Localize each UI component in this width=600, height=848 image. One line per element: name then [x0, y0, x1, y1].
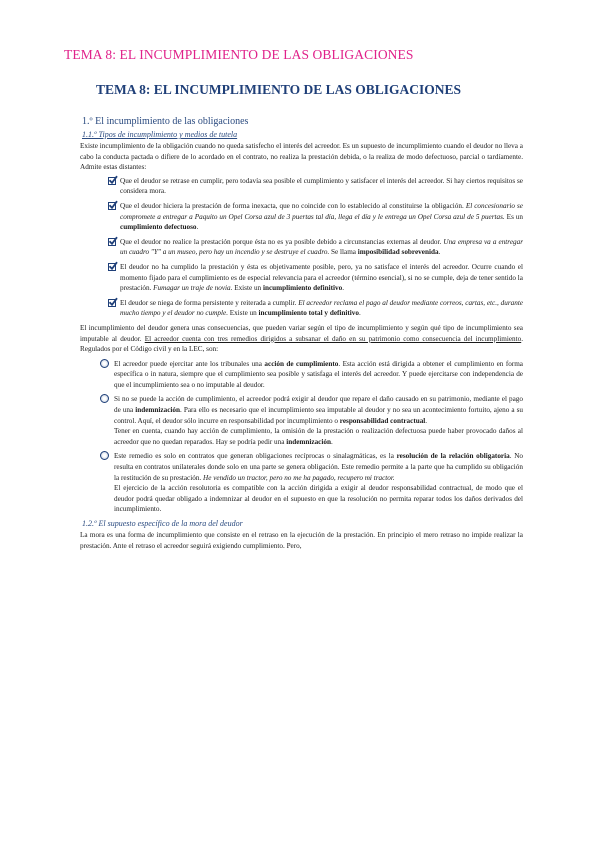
- list-item: [108, 176, 523, 197]
- checked-box-icon: [108, 299, 116, 307]
- list-item-term: acción de cumplimiento: [264, 359, 339, 368]
- paragraph-text: . Regulados por el Código civil y en la LEC, son:: [80, 334, 523, 354]
- list-item-text: El acreedor puede ejercitar ante los tribunales una: [114, 359, 265, 368]
- checked-box-icon: [108, 177, 116, 185]
- list-item: [100, 451, 523, 515]
- list-item: [100, 359, 523, 391]
- list-item-text: Que el deudor hiciera la prestación de forma inexacta, que no coincide con lo establecido al constituirse la obligación.: [120, 201, 466, 210]
- list-item-text: . Esta acción está dirigida a obtener el cumplimiento en forma específica o in natura, siempre que el cumplimiento sea posible y satisfaga el interés del acreedor. Y puede ejercitarse con independencia de que el incumplimiento sea o no imputable al deudor.: [114, 359, 523, 389]
- list-item: [108, 298, 523, 319]
- list-item-example: Fumagar un traje de novia.: [153, 284, 233, 293]
- list-item-text: El ejercicio de la acción resolutoria es compatible con la acción dirigida a exigir al deudor responsabilidad contractual, de modo que el deudor podrá quedar obligado a indemnizar al deudor en el supuesto en que la resolución no permita reparar todos los daños derivados del incumplimiento.: [114, 484, 523, 514]
- radio-bullet-icon: [100, 359, 109, 368]
- remedies-list: [100, 359, 523, 515]
- checked-box-icon: [108, 263, 116, 271]
- document-title: TEMA 8: EL INCUMPLIMIENTO DE LAS OBLIGACIONES: [96, 82, 462, 97]
- list-item-term: indemnización: [286, 437, 331, 446]
- subsection-heading-mora: 1.2.º El supuesto específico de la mora del deudor: [82, 519, 243, 528]
- section-heading: 1.º El incumplimiento de las obligaciones: [82, 116, 249, 127]
- list-item-text: .: [342, 284, 345, 293]
- list-item-text: . No resulta en contratos unilaterales donde solo en una parte se genera obligación. Este remedio permite a la parte que ha cumplido su obligación la restitución de su prestación.: [114, 452, 523, 482]
- list-item-text: Si no se puede la acción de cumplimiento, el acreedor podrá exigir al deudor que repare el daño causado en su patrimonio, mediante el pago de una: [114, 395, 523, 415]
- paragraph-text: El incumplimiento del deudor genera unas consecuencias, que pueden variar según el tipo de incumplimiento y según qué tipo de incumplimiento sea imputable al deudor.: [80, 323, 523, 343]
- list-item-text: . Para ello es necesario que el incumplimiento sea imputable al deudor y no sea un acontecimiento fortuito, ajeno a su control. Aquí, el deudor sólo incurre en responsabilidad por incumplimiento o: [114, 406, 523, 425]
- list-item-text: .: [425, 416, 428, 425]
- list-item-term: indemnización: [135, 406, 180, 415]
- list-item-text: .: [330, 437, 333, 446]
- list-item-term: responsabilidad contractual: [339, 416, 426, 425]
- list-item-text: Tener en cuenta, cuando hay acción de cumplimiento, la omisión de la prestación o realización defectuosa puede haber provocado daños al acreedor que no quedan reparados. Hay se podría pedir una: [114, 427, 523, 446]
- mora-paragraph: La mora es una forma de incumplimiento que consiste en el retraso en la ejecución de la prestación. En principio el mero retraso no impide realizar la prestación. Ante el retraso el acreedor seguirá exigiendo cumplimiento. Pero,: [80, 531, 523, 550]
- consequences-paragraph: [80, 323, 523, 355]
- list-item-text: .: [358, 309, 361, 318]
- list-item-example: He vendido un tractor, pero no me ha pagado, recupero mi tractor.: [203, 473, 395, 482]
- paragraph-underlined: El acreedor cuenta con tres remedios dirigidos a subsanar el daño en su patrimonio como consecuencia del incumplimiento: [144, 334, 522, 343]
- list-item-term: imposibilidad sobrevenida: [357, 248, 439, 257]
- radio-bullet-icon: [100, 451, 109, 460]
- list-item-text: Que el deudor no realice la prestación porque ésta no es ya posible debido a circunstancias externas al deudor.: [120, 237, 444, 246]
- list-item-text: Es un: [504, 212, 523, 221]
- list-item-text: .: [438, 248, 441, 257]
- list-item: [108, 201, 523, 233]
- list-item-term: cumplimiento defectuoso: [120, 223, 197, 232]
- list-item-term: incumplimiento total y definitivo: [258, 309, 359, 318]
- list-item-example: El acreedor reclama el pago al deudor mediante correos, cartas, etc., durante mucho tiempo y el deudor no cumple.: [120, 298, 523, 318]
- document-body: [80, 116, 523, 551]
- list-item-text: Existe un: [232, 284, 263, 293]
- incumplimiento-checklist: [108, 176, 523, 319]
- list-item-term: resolución de la relación obligatoria: [396, 452, 510, 461]
- list-item-term: incumplimiento definitivo: [262, 284, 343, 293]
- list-item-text: .: [196, 223, 199, 232]
- list-item: [100, 394, 523, 447]
- list-item-example: Una empresa va a entregar un cuadro "Y" a un museo, pero hay un incendio y se destruye el cuadro.: [120, 237, 523, 257]
- list-item-example: El concesionario se compromete a entregar a Paquito un Opel Corsa azul de 3 puertas tal día, llega el día y le entrega un Opel Corsa azul de 5 puertas.: [120, 201, 523, 221]
- list-item: [108, 262, 523, 294]
- list-item-text: El deudor se niega de forma persistente y reiterada a cumplir.: [120, 298, 299, 307]
- running-header: TEMA 8: EL INCUMPLIMIENTO DE LAS OBLIGACIONES: [64, 47, 414, 62]
- list-item-text: El deudor no ha cumplido la prestación y ésta es objetivamente posible, pero, ya no satisface el interés del acreedor. Ocurre cuando el momento fijado para el cumplimiento es de especial relevancia para el acreedor (término esencial), si no se cumple, deja de tener sentido la prestación.: [120, 262, 523, 293]
- subsection-heading-types: 1.1.º Tipos de incumplimiento y medios de tutela: [82, 130, 238, 139]
- list-item-text: Este remedio es solo en contratos que generan obligaciones recíprocas o sinalagmáticas, es la: [114, 452, 397, 461]
- checked-box-icon: [108, 202, 116, 210]
- intro-paragraph: Existe incumplimiento de la obligación cuando no queda satisfecho el interés del acreedor. Es un supuesto de incumplimiento cuando el deudor no lleva a cabo la conducta pactada o difiere de lo acordado en el contrato, no realiza la prestación debida, o la realiza de modo defectuoso, parcial o tardíamente. Admite estas distantes:: [80, 142, 523, 172]
- list-item: [108, 237, 523, 258]
- list-item-text: Se llama: [329, 248, 358, 257]
- checked-box-icon: [108, 238, 116, 246]
- list-item-text: Que el deudor se retrase en cumplir, pero todavía sea posible el cumplimiento y satisfacer el interés del acreedor. Si hay ciertos requisitos se considera mora.: [120, 176, 523, 196]
- list-item-text: Existe un: [228, 309, 259, 318]
- radio-bullet-icon: [100, 394, 109, 403]
